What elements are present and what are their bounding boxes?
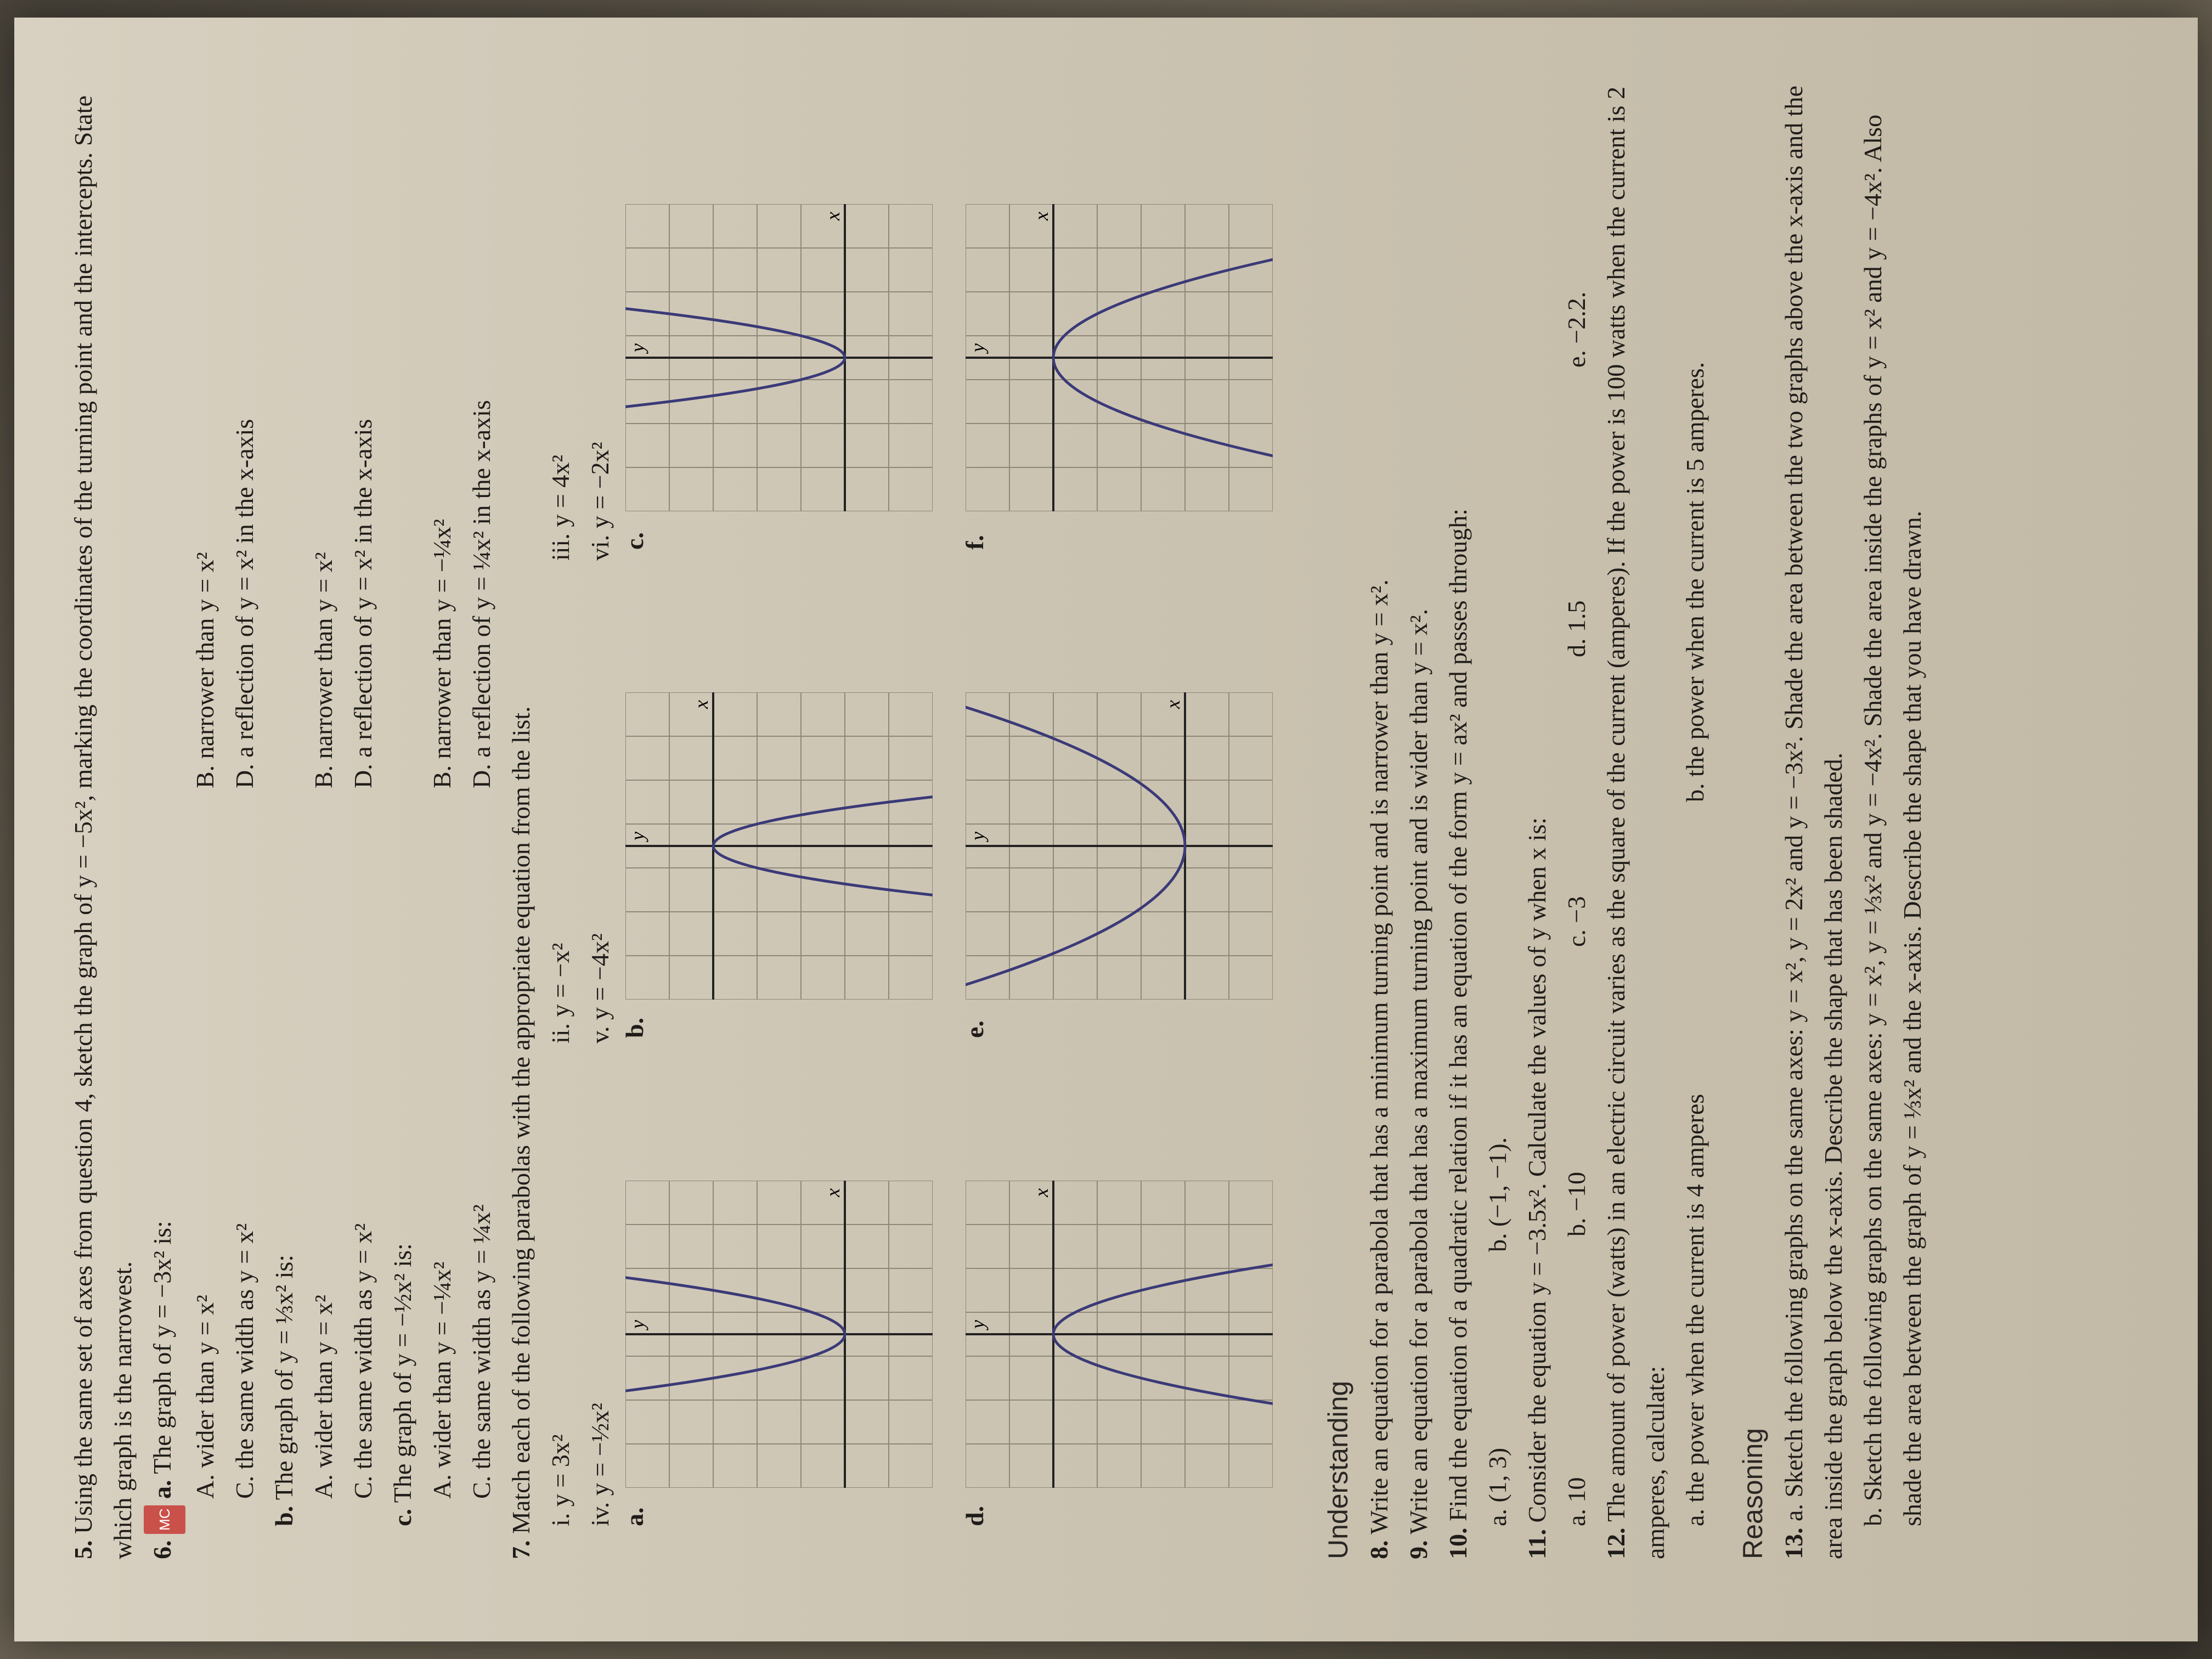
parabola-graph-c bbox=[625, 204, 933, 511]
q6b-option-d: D. a reflection of y = x² in the x-axis bbox=[349, 419, 377, 788]
x-axis-label: x bbox=[1030, 1188, 1053, 1197]
q6b-option-c: C. the same width as y = x² bbox=[349, 1223, 377, 1499]
q7-eq-vi: vi. y = −2x² bbox=[586, 442, 614, 561]
question-8 bbox=[1359, 78, 1399, 1559]
q6a-option-b: B. narrower than y = x² bbox=[191, 552, 219, 788]
question-11 bbox=[1517, 78, 1557, 1559]
x-axis-label: x bbox=[1030, 212, 1053, 221]
graph-c bbox=[620, 100, 938, 550]
q11-part-c: c. −3 bbox=[1562, 896, 1591, 947]
q8-text: Write an equation for a parabola that has a minimum turning point and is narrower than y = x². bbox=[1365, 579, 1393, 1534]
q13b-text: b. Sketch the following graphs on the same axes: y = x², y = ⅓x² and y = −4x². Shade the area inside the graphs of y = x² and y = −4x². Also shade the area between the graph of y = ⅓x² and the x-axis. Describe the shape that you have drawn. bbox=[1859, 114, 1927, 1526]
graph-f bbox=[960, 100, 1278, 550]
graph-e bbox=[960, 588, 1278, 1038]
q6a-label: a. bbox=[148, 1480, 176, 1499]
q10-parts bbox=[1478, 78, 1517, 1559]
q7-graphs bbox=[620, 78, 1300, 1559]
q9-text: Write an equation for a parabola that has a maximum turning point and is wider than y = x². bbox=[1404, 608, 1433, 1534]
y-axis-label: y bbox=[627, 1320, 649, 1329]
question-10 bbox=[1438, 78, 1478, 1559]
q12-part-a: a. the power when the current is 4 amperes bbox=[1681, 1093, 1709, 1526]
y-axis-label: y bbox=[967, 343, 989, 352]
q6c-text: The graph of y = −½x² is: bbox=[388, 1243, 417, 1503]
q6a-option-d: D. a reflection of y = x² in the x-axis bbox=[230, 419, 259, 788]
parabola-graph-e bbox=[966, 692, 1273, 1000]
q7-text: Match each of the following parabolas with the appropriate equation from the list. bbox=[507, 706, 535, 1534]
graph-d-label: d. bbox=[961, 1505, 989, 1526]
q7-equations-row2 bbox=[580, 78, 620, 1559]
y-axis-label: y bbox=[627, 343, 649, 352]
q7-eq-i: i. y = 3x² bbox=[546, 1434, 575, 1526]
graph-c-label: c. bbox=[620, 532, 649, 550]
q11-number: 11. bbox=[1523, 1529, 1551, 1559]
q7-eq-iii: iii. y = 4x² bbox=[546, 454, 575, 561]
q5-text: Using the same set of axes from question 4, sketch the graph of y = −5x², marking the coordinates of the turning point and the intercepts. State which graph is the narrowest. bbox=[69, 95, 137, 1559]
q7-number: 7. bbox=[507, 1540, 535, 1559]
q6c-option-c: C. the same width as y = ¼x² bbox=[467, 1204, 496, 1499]
q8-number: 8. bbox=[1365, 1540, 1393, 1559]
q6c-option-b: B. narrower than y = −¼x² bbox=[428, 518, 456, 788]
graph-b bbox=[620, 588, 938, 1038]
q10-part-a: a. (1, 3) bbox=[1483, 1447, 1512, 1526]
question-12 bbox=[1596, 78, 1675, 1559]
parabola-graph-b bbox=[625, 692, 933, 1000]
parabola-graph-a bbox=[625, 1181, 933, 1488]
y-axis-label: y bbox=[967, 832, 989, 840]
q6a-options bbox=[185, 78, 264, 1559]
q12-text: The amount of power (watts) in an electric circuit varies as the square of the current (amperes). If the power is 100 watts when the current is 2 amperes, calculate: bbox=[1602, 86, 1670, 1559]
q6c-options bbox=[422, 78, 501, 1559]
q6b-label: b. bbox=[270, 1505, 298, 1526]
q11-part-a: a. 10 bbox=[1562, 1477, 1591, 1526]
q5-number: 5. bbox=[69, 1540, 97, 1559]
q12-part-b: b. the power when the current is 5 amperes. bbox=[1681, 362, 1709, 802]
graph-e-label: e. bbox=[961, 1020, 989, 1038]
q7-eq-ii: ii. y = −x² bbox=[546, 943, 575, 1043]
q6a-option-c: C. the same width as y = x² bbox=[230, 1223, 259, 1499]
y-axis-label: y bbox=[627, 832, 649, 840]
q6-number: 6. bbox=[148, 1540, 176, 1559]
graph-a-label: a. bbox=[620, 1507, 649, 1526]
q6c-option-d: D. a reflection of y = ¼x² in the x-axis bbox=[467, 400, 496, 788]
q6a-option-a: A. wider than y = x² bbox=[191, 1295, 219, 1499]
q7-eq-iv: iv. y = −½x² bbox=[586, 1403, 614, 1526]
mc-badge: MC bbox=[144, 1505, 185, 1534]
q6b bbox=[264, 78, 304, 1559]
q7-equations-row1 bbox=[541, 78, 580, 1559]
q11-parts bbox=[1557, 78, 1596, 1559]
parabola-graph-f bbox=[966, 204, 1273, 511]
q12-number: 12. bbox=[1602, 1527, 1630, 1559]
q7-eq-v: v. y = −4x² bbox=[586, 933, 614, 1043]
graph-d bbox=[960, 1076, 1278, 1526]
q6c bbox=[383, 78, 422, 1559]
textbook-page bbox=[14, 18, 2198, 1641]
q11-text: Consider the equation y = −3.5x². Calculate the values of y when x is: bbox=[1523, 817, 1551, 1523]
question-13a bbox=[1774, 78, 1853, 1559]
question-13b bbox=[1853, 78, 1932, 1559]
x-axis-label: x bbox=[690, 700, 713, 709]
x-axis-label: x bbox=[822, 1188, 844, 1197]
understanding-heading: Understanding bbox=[1323, 1380, 1354, 1559]
x-axis-label: x bbox=[1162, 700, 1184, 709]
q9-number: 9. bbox=[1404, 1540, 1433, 1559]
graph-b-label: b. bbox=[620, 1017, 649, 1038]
q6c-option-a: A. wider than y = −¼x² bbox=[428, 1261, 456, 1499]
parabola-graph-d bbox=[966, 1181, 1273, 1488]
q6b-option-b: B. narrower than y = x² bbox=[309, 552, 338, 788]
question-7 bbox=[501, 78, 541, 1559]
q12-parts bbox=[1675, 78, 1715, 1559]
q11-part-e: e. −2.2. bbox=[1562, 291, 1591, 368]
q6b-option-a: A. wider than y = x² bbox=[309, 1295, 338, 1499]
graph-a bbox=[620, 1076, 938, 1526]
x-axis-label: x bbox=[822, 212, 844, 221]
page-content bbox=[64, 78, 1932, 1559]
y-axis-label: y bbox=[967, 1320, 989, 1329]
question-5 bbox=[64, 78, 143, 1559]
q6b-text: The graph of y = ⅓x² is: bbox=[270, 1254, 298, 1500]
q10-text: Find the equation of a quadratic relation if it has an equation of the form y = ax² and passes through: bbox=[1444, 508, 1472, 1521]
q6b-options bbox=[304, 78, 383, 1559]
q6a-text: The graph of y = −3x² is: bbox=[148, 1221, 176, 1474]
q10-part-b: b. (−1, −1). bbox=[1483, 1137, 1512, 1252]
q11-part-b: b. −10 bbox=[1562, 1172, 1591, 1237]
q13a-text: a. Sketch the following graphs on the same axes: y = x², y = 2x² and y = −3x². Shade the area between the two graphs above the x-axis and the area inside the graph below the x-axis. Describe the shape that has been shaded. bbox=[1780, 86, 1848, 1559]
graph-f-label: f. bbox=[961, 535, 989, 550]
q11-part-d: d. 1.5 bbox=[1562, 600, 1591, 657]
question-6 bbox=[143, 78, 185, 1559]
question-9 bbox=[1399, 78, 1438, 1559]
q10-number: 10. bbox=[1444, 1527, 1472, 1559]
reasoning-heading: Reasoning bbox=[1737, 1427, 1769, 1559]
q6c-label: c. bbox=[388, 1509, 417, 1526]
q13-number: 13. bbox=[1780, 1527, 1808, 1559]
